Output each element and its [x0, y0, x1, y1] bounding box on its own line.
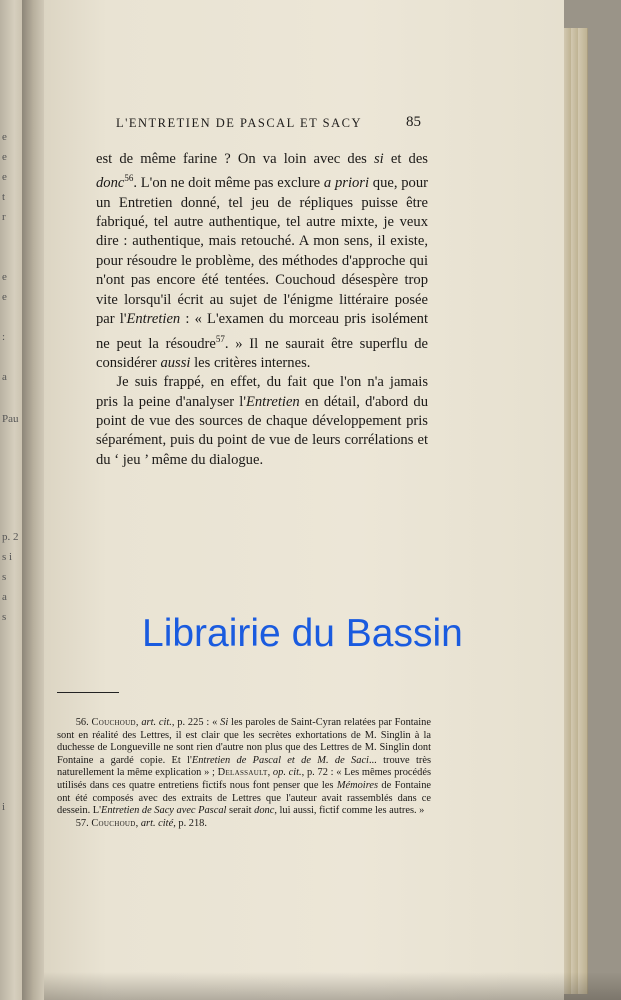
left-page-fragment: Pau — [2, 413, 19, 425]
left-page-fragment: e — [2, 271, 7, 283]
paragraph: Je suis frappé, en effet, du fait que l'on n'a jamais pris la peine d'analyser l'Entretien en détail, d'abord du point de vue des sources de chaque développement pris séparément, puis du point de vue de leurs corrélations et du ‘ jeu ’ même du dialogue. — [96, 374, 428, 468]
previous-page-strip — [0, 0, 24, 1000]
left-page-fragment: e — [2, 171, 7, 183]
page-edge — [578, 28, 588, 994]
left-page-fragment: a — [2, 591, 7, 603]
left-page-fragment: e — [2, 151, 7, 163]
footnote-57: 57. Couchoud, art. cité, p. 218. — [75, 817, 207, 829]
footnote-ref[interactable]: 57 — [215, 333, 225, 344]
left-page-fragment: r — [2, 211, 6, 223]
page-number: 85 — [406, 114, 421, 130]
left-page-fragment: s — [2, 611, 7, 623]
left-page-fragment: s — [2, 571, 7, 583]
footnote-rule — [57, 692, 119, 693]
footnotes — [57, 717, 431, 830]
left-page-fragment: s i — [2, 551, 13, 563]
left-page-fragment: p. 2 — [2, 531, 19, 543]
footnote-ref[interactable]: 56 — [124, 173, 134, 184]
running-head: L'ENTRETIEN DE PASCAL ET SACY — [116, 116, 362, 130]
left-page-fragment: t — [2, 191, 6, 203]
watermark-text: Librairie du Bassin — [142, 612, 463, 655]
left-page-fragment: e — [2, 131, 7, 143]
left-page-fragment: i — [2, 801, 6, 813]
left-page-fragment: a — [2, 371, 7, 383]
footnote-56: 56. Couchoud, art. cit., p. 225 : « Si les paroles de Saint-Cyran relatées par Fontaine sont en réalité des Lettres, il est clair que les secrètes exhortations de M. Singlin à la duchesse de Longueville ne sont rien d'autre non plus que des Lettres de M. Singlin dont Fontaine a gardé copie. Et l'Entretien de Pascal et de M. de Saci... trouve très naturellement la même explication » ; Delassault, op. cit., p. 72 : « Les mêmes procédés utilisés dans ces quatre entretiens fictifs nous font penser que les Mémoires de Fontaine ont été composés avec des extraits de Lettres que l'auteur avait rassemblés dans ce dessein. L'Entretien de Sacy avec Pascal serait donc, lui aussi, fictif comme les autres. » — [57, 717, 431, 817]
page-shadow — [44, 972, 621, 1000]
paragraph: est de même farine ? On va loin avec des si et des donc$^{56}$. L'on ne doit même pas exclure a priori que, pour un Entretien donné, tel jeu de répliques puisse être fabriqué, tel autre authentique, tel autre mixte, je veux dire : authentique, mais retouché. A mon sens, il existe, pour résoudre le problème, des méthodes d'approche qui n'ont pas encore été tentées. Couchoud désespère trop vite lorsqu'il écrit au sujet de l'énigme littéraire posée par l'Entretien : « L'examen du morceau pris isolément ne peut la résoudre$^{57}$. » Il ne saurait être superflu de considérer aussi les critères internes. — [96, 151, 428, 371]
left-page-fragment: : — [2, 331, 6, 343]
left-page-fragment: e — [2, 291, 7, 303]
main-text — [96, 150, 428, 470]
